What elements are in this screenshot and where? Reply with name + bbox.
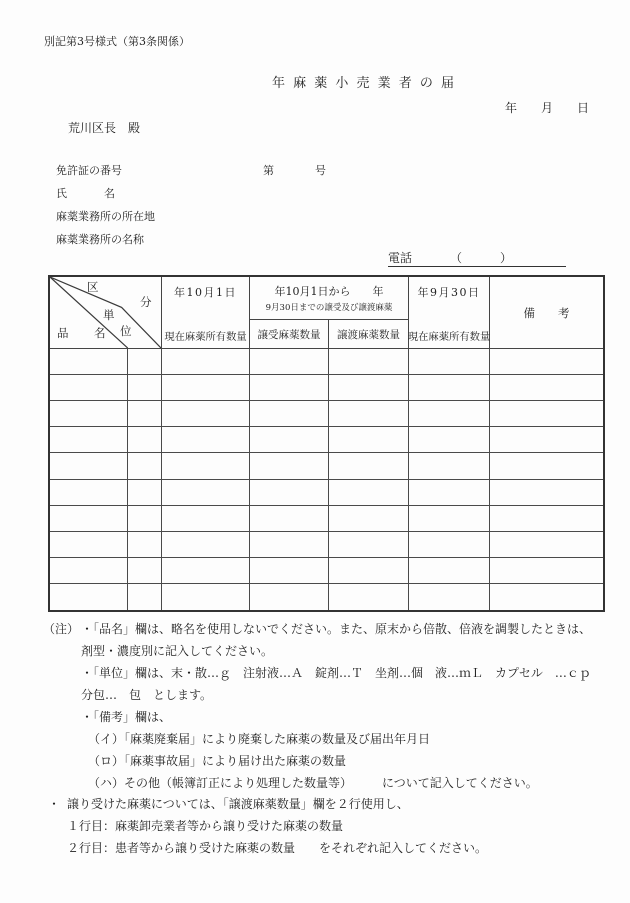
header-remarks: 備 考: [490, 277, 603, 349]
table-cell-r4-c6: [409, 427, 490, 453]
corner-label-hinmei-1: 品: [57, 326, 69, 340]
table-cell-r8-c4: [250, 532, 329, 558]
table-cell-r6-c5: [329, 480, 409, 506]
header-transfer-group: [250, 277, 409, 349]
table-cell-r2-c7: [490, 375, 603, 401]
table-cell-r9-c7: [490, 558, 603, 584]
narcotics-inventory-table: [48, 275, 605, 612]
table-cell-r4-c4: [250, 427, 329, 453]
table-cell-r1-c1: [50, 349, 128, 375]
table-cell-r4-c2: [128, 427, 162, 453]
table-cell-r6-c6: [409, 480, 490, 506]
notes-label: （注）: [43, 622, 80, 636]
note-remarks-i: （イ）「麻薬廃棄届」により廃棄した麻薬の数量及び届出年月日: [88, 732, 431, 746]
header-transfer-subcolumns: [250, 320, 408, 348]
table-cell-r10-c5: [329, 584, 409, 610]
table-cell-r2-c5: [329, 375, 409, 401]
license-number-suffix: 号: [315, 164, 326, 177]
note-remarks-ha: （ハ）その他（帳簿訂正により処理した数量等） について記入してください。: [88, 776, 538, 790]
corner-label-tani-2: 位: [120, 324, 132, 338]
table-cell-r3-c7: [490, 401, 603, 427]
name-label-first: 氏: [56, 187, 67, 200]
header-transfer-period-line2: 9月30日までの譲受及び譲渡麻薬: [265, 303, 393, 313]
note-item-name-rule: ・「品名」欄は、略名を使用しないでください。また、原末から倍散、倍液を調製したときは、: [81, 622, 592, 636]
table-cell-r6-c4: [250, 480, 329, 506]
phone-label: 電話: [388, 251, 413, 265]
table-cell-r10-c4: [250, 584, 329, 610]
header-transfer-period-line1: 年10月1日から 年: [274, 285, 384, 298]
table-cell-r1-c5: [329, 349, 409, 375]
table-cell-r3-c2: [128, 401, 162, 427]
table-cell-r4-c1: [50, 427, 128, 453]
note-received-bullet: ・: [48, 797, 61, 811]
license-number-prefix: 第: [263, 164, 274, 177]
note-item-name-rule-cont: 剤型・濃度別に記入してください。: [81, 644, 274, 658]
table-cell-r3-c4: [250, 401, 329, 427]
table-cell-r9-c6: [409, 558, 490, 584]
table-cell-r8-c3: [162, 532, 250, 558]
addressee: 荒川区長 殿: [68, 121, 141, 135]
table-cell-r10-c3: [162, 584, 250, 610]
table-cell-r10-c6: [409, 584, 490, 610]
corner-label-kubun-1: 区: [87, 280, 99, 294]
table-cell-r6-c1: [50, 480, 128, 506]
table-cell-r3-c5: [329, 401, 409, 427]
date-line: 年 月 日: [505, 101, 590, 115]
name-label: [56, 187, 115, 201]
corner-label-hinmei-2: 名: [94, 326, 106, 340]
table-cell-r7-c4: [250, 506, 329, 532]
note-received-rule: 譲り受けた麻薬については、「譲渡麻薬数量」欄を２行使用し、: [67, 797, 409, 811]
table-cell-r9-c4: [250, 558, 329, 584]
table-cell-r5-c4: [250, 453, 329, 479]
table-cell-r2-c6: [409, 375, 490, 401]
name-label-last: 名: [104, 187, 115, 200]
header-sep30-caption: 現在麻薬所有数量: [407, 331, 491, 343]
table-cell-r8-c1: [50, 532, 128, 558]
header-transferred-quantity: 譲渡麻薬数量: [337, 328, 400, 341]
table-cell-r7-c7: [490, 506, 603, 532]
header-transfer-period: [250, 277, 408, 320]
table-cell-r3-c1: [50, 401, 128, 427]
license-number-label: 免許証の番号: [56, 164, 122, 177]
table-cell-r2-c4: [250, 375, 329, 401]
phone-paren-open: （: [450, 251, 463, 265]
phone-line: [388, 249, 566, 267]
table-cell-r6-c2: [128, 480, 162, 506]
table-cell-r5-c3: [162, 453, 250, 479]
table-cell-r6-c3: [162, 480, 250, 506]
table-cell-r4-c3: [162, 427, 250, 453]
header-received-quantity: 譲受麻薬数量: [250, 320, 329, 348]
note-remarks-ro: （ロ）「麻薬事故届」により届け出た麻薬の数量: [88, 754, 347, 768]
office-name-label: 麻薬業務所の名称: [56, 233, 144, 246]
table-cell-r1-c3: [162, 349, 250, 375]
table-cell-r7-c5: [329, 506, 409, 532]
table-cell-r2-c2: [128, 375, 162, 401]
table-cell-r8-c5: [329, 532, 409, 558]
office-address-label: 麻薬業務所の所在地: [56, 210, 155, 223]
table-cell-r9-c5: [329, 558, 409, 584]
note-remarks-rule: ・「備考」欄は、: [81, 710, 172, 724]
table-cell-r6-c7: [490, 480, 603, 506]
header-oct1-date: 年10月1日: [174, 286, 237, 299]
table-cell-r3-c6: [409, 401, 490, 427]
table-cell-r8-c6: [409, 532, 490, 558]
note-unit-rule-cont: 分包… 包 とします。: [81, 688, 213, 702]
form-number: 別記第3号様式（第3条関係）: [44, 35, 190, 48]
corner-label-tani-1: 単: [103, 308, 115, 322]
header-oct1-caption: 現在麻薬所有数量: [164, 331, 247, 343]
phone-paren-close: ）: [500, 251, 513, 265]
table-cell-r7-c1: [50, 506, 128, 532]
table-cell-r2-c1: [50, 375, 128, 401]
table-cell-r9-c1: [50, 558, 128, 584]
table-cell-r9-c2: [128, 558, 162, 584]
table-cell-r10-c2: [128, 584, 162, 610]
form-title: 年 麻 薬 小 売 業 者 の 届: [272, 76, 457, 91]
corner-label-kubun-2: 分: [140, 295, 152, 309]
table-cell-r5-c5: [329, 453, 409, 479]
table-cell-r8-c7: [490, 532, 603, 558]
table-cell-r7-c3: [162, 506, 250, 532]
note-received-row1: １行目：麻薬卸売業者等から譲り受けた麻薬の数量: [67, 819, 344, 833]
header-oct1-quantity: [162, 277, 250, 349]
note-unit-rule: ・「単位」欄は、末・散…ｇ 注射液…Ａ 錠剤…Ｔ 坐剤…個 液…ｍＬ カプセル …ｃｐ: [81, 666, 591, 680]
table-cell-r4-c5: [329, 427, 409, 453]
table-cell-r8-c2: [128, 532, 162, 558]
table-cell-r5-c6: [409, 453, 490, 479]
table-cell-r5-c2: [128, 453, 162, 479]
table-cell-r5-c7: [490, 453, 603, 479]
table-cell-r10-c1: [50, 584, 128, 610]
table-corner-header: [50, 277, 162, 349]
table-cell-r1-c2: [128, 349, 162, 375]
table-cell-r10-c7: [490, 584, 603, 610]
table-cell-r1-c7: [490, 349, 603, 375]
table-cell-r5-c1: [50, 453, 128, 479]
table-cell-r1-c4: [250, 349, 329, 375]
table-cell-r3-c3: [162, 401, 250, 427]
header-sep30-quantity: [409, 277, 490, 349]
table-cell-r1-c6: [409, 349, 490, 375]
table-cell-r9-c3: [162, 558, 250, 584]
table-cell-r7-c2: [128, 506, 162, 532]
note-received-row2: ２行目：患者等から譲り受けた麻薬の数量 をそれぞれ記入してください。: [67, 841, 488, 855]
header-sep30-date: 年9月30日: [417, 286, 481, 299]
table-cell-r7-c6: [409, 506, 490, 532]
table-cell-r2-c3: [162, 375, 250, 401]
table-cell-r4-c7: [490, 427, 603, 453]
